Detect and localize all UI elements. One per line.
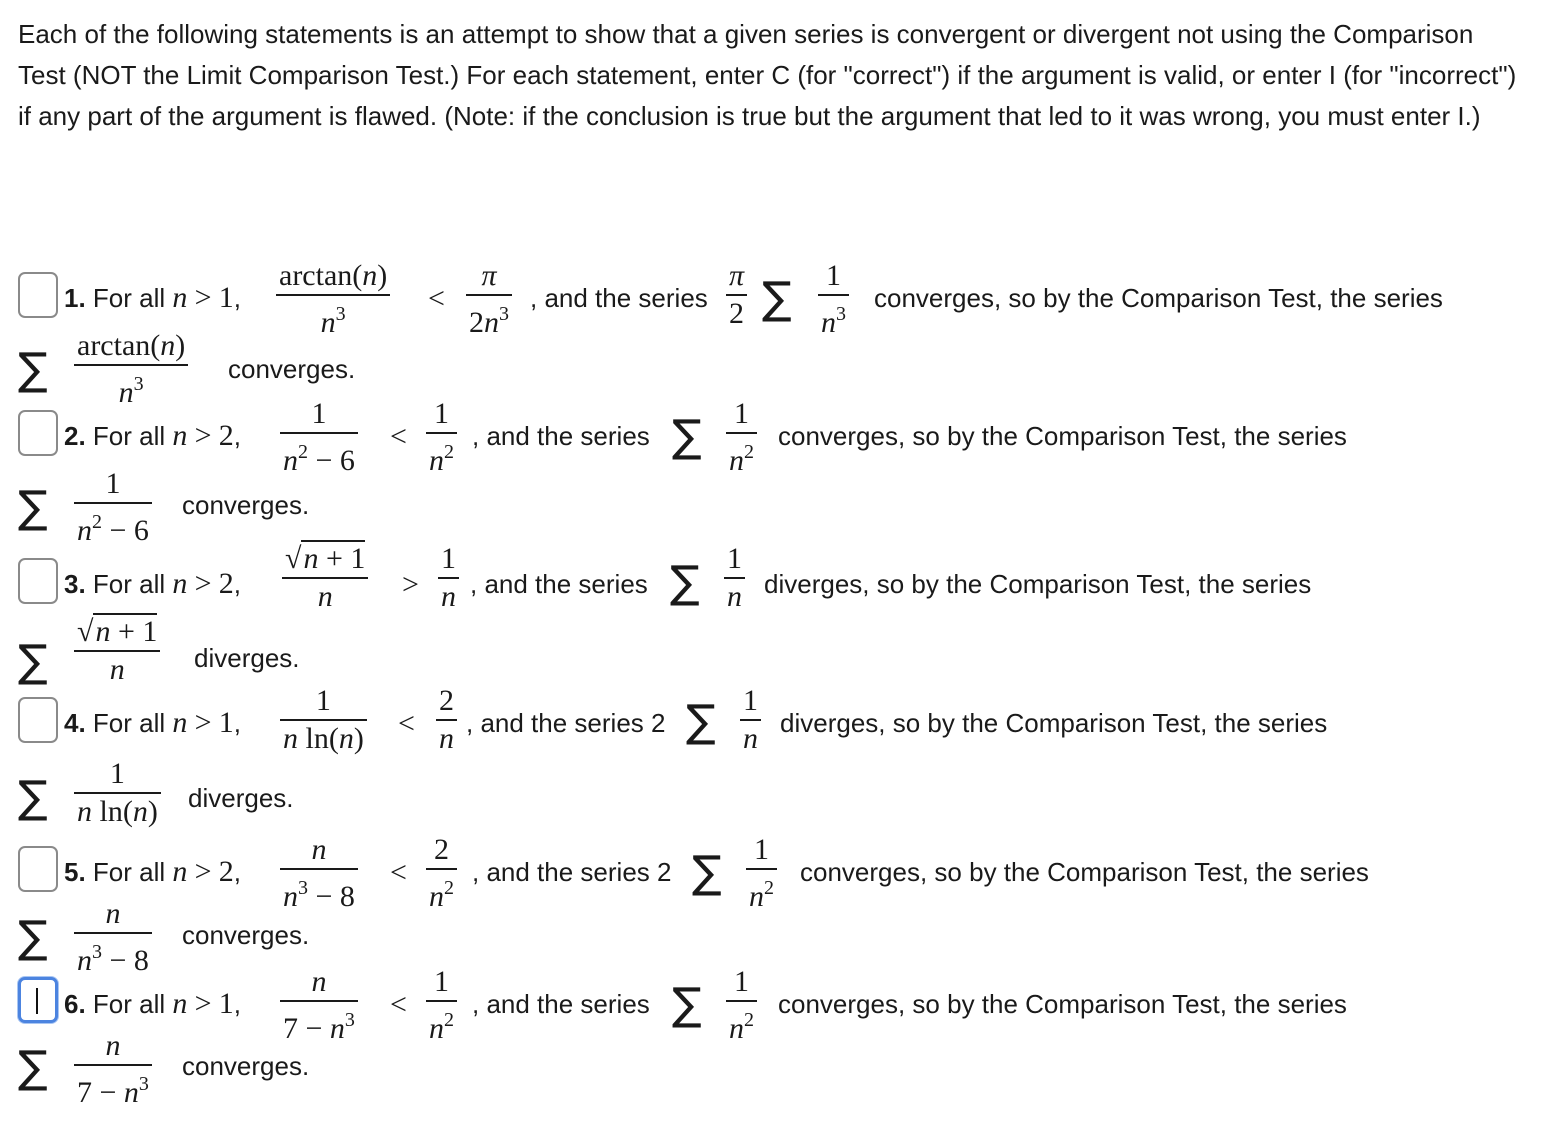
problem-4-conclusion-lead: diverges, so by the Comparison Test, the series (780, 708, 1328, 738)
conclusion-text: diverges. (194, 643, 300, 673)
conclusion-text: converges. (228, 354, 356, 384)
answer-box-1[interactable] (18, 272, 58, 318)
comparison-series-fraction: 1 $n^2$ (746, 832, 777, 915)
and-the-series-text: , and the series 2 (472, 857, 672, 887)
sigma-symbol: ∑ (670, 557, 700, 608)
for-all-text: For all (92, 283, 166, 313)
series-coefficient: π 2 (726, 258, 747, 332)
rhs-fraction: 2 $n^2$ (426, 832, 457, 915)
comparison-series-fraction: 1 n (724, 541, 745, 615)
problem-5-conclusion-lead: converges, so by the Comparison Test, the series (800, 857, 1369, 887)
problem-5-prefix: 5. For all n > 2, (64, 855, 242, 888)
sigma-symbol: ∑ (672, 979, 702, 1030)
comparison-series-fraction: 1 $n^2$ (726, 396, 757, 479)
problem-3-prefix: 3. For all n > 2, (64, 567, 242, 600)
sigma-symbol: ∑ (692, 847, 722, 898)
comparison-series-fraction: 1 $n^2$ (726, 964, 757, 1047)
sigma-symbol: ∑ (686, 696, 716, 747)
sigma-symbol: ∑ (18, 912, 48, 963)
relation-symbol: < (398, 707, 415, 740)
answer-box-2[interactable] (18, 410, 58, 456)
rhs-fraction: 1 $n^2$ (426, 964, 457, 1047)
problem-6-conclusion-lead: converges, so by the Comparison Test, the series (778, 989, 1347, 1019)
problem-1-conclusion-lead: converges, so by the Comparison Test, the series (874, 283, 1443, 313)
lower-bound: 1 (218, 281, 234, 314)
result-series-fraction: 1 n ln(n) (74, 756, 161, 830)
lhs-fraction: 1 $n^2 - 6$ (280, 396, 358, 479)
answer-box-6[interactable] (18, 977, 58, 1023)
and-the-series-text: , and the series (530, 283, 708, 313)
problem-3-conclusion-lead: diverges, so by the Comparison Test, the series (764, 569, 1312, 599)
rhs-fraction: 2 n (436, 683, 457, 757)
result-series-fraction: n $n^3 - 8$ (74, 896, 152, 979)
instructions: Each of the following statements is an attempt to show that a given series is convergent or divergent not using the Comparison Test (NOT the Limit Comparison Test.) For each statement, enter C (for "correct") if the argument is valid, or enter I (for "incorrect") if any part of the argument is flawed. (Note: if the conclusion is true but the argument that led to it was wrong, you must enter I.) (18, 19, 1517, 131)
problem-2-prefix: 2. For all n > 2, (64, 419, 242, 452)
result-series-fraction: 1 $n^2 - 6$ (74, 466, 152, 549)
conclusion-text: converges. (182, 920, 310, 950)
problem-6-prefix: 6. For all n > 1, (64, 987, 242, 1020)
relation-symbol: < (390, 856, 407, 889)
problem-number: 1. (64, 283, 86, 313)
conclusion-text: converges. (182, 490, 310, 520)
sigma-symbol: ∑ (18, 772, 48, 823)
conclusion-text: converges. (182, 1051, 310, 1081)
relation-symbol: < (390, 988, 407, 1021)
lhs-fraction: √n + 1 n (282, 541, 368, 615)
and-the-series-text: , and the series (470, 569, 648, 599)
lhs-fraction: n $7 - n^3$ (280, 964, 358, 1047)
lhs-fraction: n $n^3 - 8$ (280, 832, 358, 915)
rhs-fraction: 1 n (438, 541, 459, 615)
problem-4-prefix: 4. For all n > 1, (64, 706, 242, 739)
sigma-symbol: ∑ (672, 411, 702, 462)
and-the-series-text: , and the series (472, 421, 650, 451)
problem-1-prefix: 1. For all n > 1, (64, 281, 242, 314)
lhs-fraction: arctan(n) $n^3$ (276, 258, 390, 341)
sigma-symbol: ∑ (762, 273, 792, 324)
result-series-fraction: n $7 - n^3$ (74, 1028, 152, 1111)
comparison-series-fraction: 1 $n^3$ (818, 258, 849, 341)
result-series-fraction: √n + 1 n (74, 614, 160, 688)
problem-2-conclusion-lead: converges, so by the Comparison Test, the series (778, 421, 1347, 451)
lhs-fraction: 1 n ln(n) (280, 683, 367, 757)
conclusion-text: diverges. (188, 783, 294, 813)
sigma-symbol: ∑ (18, 482, 48, 533)
rhs-fraction: π $2n^3$ (466, 258, 512, 341)
relation-symbol: < (390, 420, 407, 453)
answer-box-3[interactable] (18, 558, 58, 604)
answer-box-4[interactable] (18, 697, 58, 743)
answer-box-5[interactable] (18, 846, 58, 892)
sigma-symbol: ∑ (18, 636, 48, 687)
relation-symbol: < (428, 282, 445, 315)
comparison-series-fraction: 1 n (740, 683, 761, 757)
sigma-symbol: ∑ (18, 1042, 48, 1093)
relation-symbol: > (402, 568, 419, 601)
and-the-series-text: , and the series (472, 989, 650, 1019)
text-caret (36, 988, 38, 1014)
result-series-fraction: arctan(n) $n^3$ (74, 328, 188, 411)
rhs-fraction: 1 $n^2$ (426, 396, 457, 479)
sigma-symbol: ∑ (18, 344, 48, 395)
and-the-series-text: , and the series 2 (466, 708, 666, 738)
